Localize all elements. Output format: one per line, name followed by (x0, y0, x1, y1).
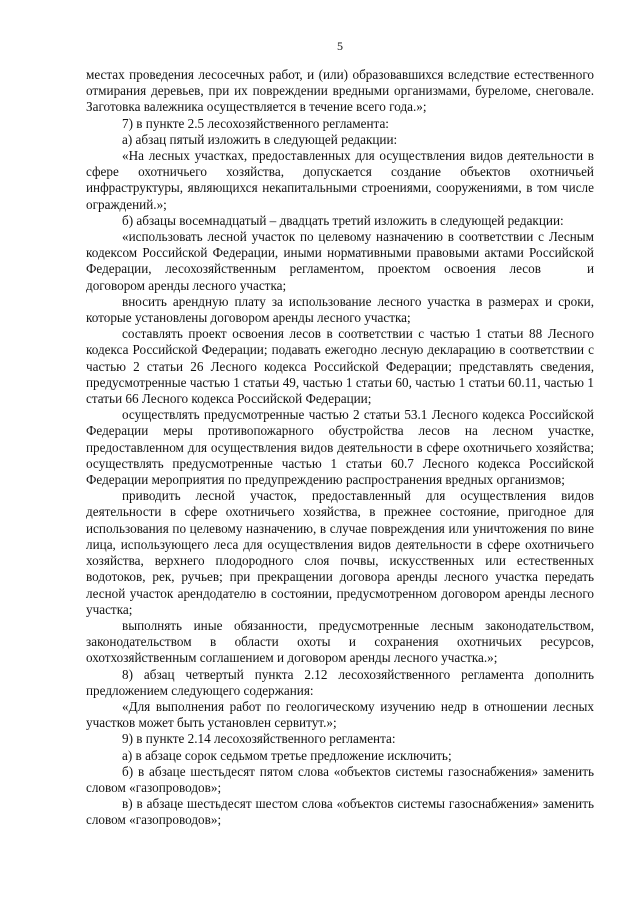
paragraph: а) в абзаце сорок седьмом третье предложение исключить; (122, 747, 452, 763)
paragraph-text-tail: и договором аренды лесного участка; (86, 261, 594, 293)
paragraph: выполнять иные обязанности, предусмотренные лесным законодательством, законодательством в области охоты и сохранения охотничьих ресурсов, охотхозяйственным соглашением и договором аренды лесного участка.»; (86, 617, 594, 666)
paragraph: б) в абзаце шестьдесят пятом слова «объектов системы газоснабжения» заменить словом «газопроводов»; (86, 763, 594, 795)
paragraph-text: «использовать лесной участок по целевому назначению в соответствии с Лесным кодексом Российской Федерации, иными нормативными правовыми актами Российской Федерации, лесохозяйственным регламентом, проектом освоения лесов (86, 229, 594, 277)
paragraph: 9) в пункте 2.14 лесохозяйственного регламента: (122, 731, 396, 747)
paragraph (86, 229, 594, 294)
paragraph: местах проведения лесосечных работ, и (или) образовавшихся вследствие естественного отмирания деревьев, при их повреждении вредными организмами, буреломе, снеговале. Заготовка валежника осуществляется в течение всего года.»; (86, 67, 594, 115)
paragraph: составлять проект освоения лесов в соответствии с частью 1 статьи 88 Лесного кодекса Российской Федерации; подавать ежегодно лесную декларацию в соответствии с частью 2 статьи 26 Лесного кодекса Российской Федерации; представлять сведения, предусмотренные частью 1 статьи 49, частью 1 статьи 60, частью 1 статьи 60.11, частью 1 статьи 66 Лесного кодекса Российской Федерации; (86, 326, 594, 407)
page-number: 5 (337, 39, 343, 53)
paragraph: 7) в пункте 2.5 лесохозяйственного регламента: (122, 115, 389, 131)
paragraph: «На лесных участках, предоставленных для осуществления видов деятельности в сфере охотничьего хозяйства, допускается создание объектов охотничьей инфраструктуры, являющихся некапитальными строениями, сооружениями, в том числе ограждений.»; (86, 148, 594, 212)
paragraph: а) абзац пятый изложить в следующей редакции: (122, 131, 398, 147)
paragraph: в) в абзаце шестьдесят шестом слова «объектов системы газоснабжения» заменить словом «газопроводов»; (86, 796, 594, 828)
paragraph: 8) абзац четвертый пункта 2.12 лесохозяйственного регламента дополнить предложением следующего содержания: (86, 666, 594, 698)
paragraph: осуществлять предусмотренные частью 2 статьи 53.1 Лесного кодекса Российской Федерации меры противопожарного обустройства лесов на лесном участке, предоставленном для осуществления видов деятельности в сфере охотничьего хозяйства; осуществлять предусмотренные частью 1 статьи 60.7 Лесного кодекса Российской Федерации мероприятия по предупреждению распространения вредных организмов; (86, 407, 594, 488)
paragraph: вносить арендную плату за использование лесного участка в размерах и сроки, которые установлены договором аренды лесного участка; (86, 293, 594, 326)
paragraph: приводить лесной участок, предоставленный для осуществления видов деятельности в сфере охотничьего хозяйства, в прежнее состояние, пригодное для использования по целевому назначению, в случае повреждения или уничтожения по вине лица, использующего леса для осуществления видов деятельности в сфере охотничьего хозяйства, верхнего плодородного слоя почвы, искусственных или естественных водотоков, рек, ручьев; при прекращении договора аренды лесного участка передать лесной участок арендодателю в состоянии, предусмотренном договором аренды лесного участка; (86, 488, 594, 617)
document-body (86, 67, 594, 829)
paragraph: б) абзацы восемнадцатый – двадцать третий изложить в следующей редакции: (122, 212, 564, 228)
paragraph: «Для выполнения работ по геологическому изучению недр в отношении лесных участков может быть установлен сервитут.»; (86, 698, 594, 731)
document-page (86, 0, 594, 905)
